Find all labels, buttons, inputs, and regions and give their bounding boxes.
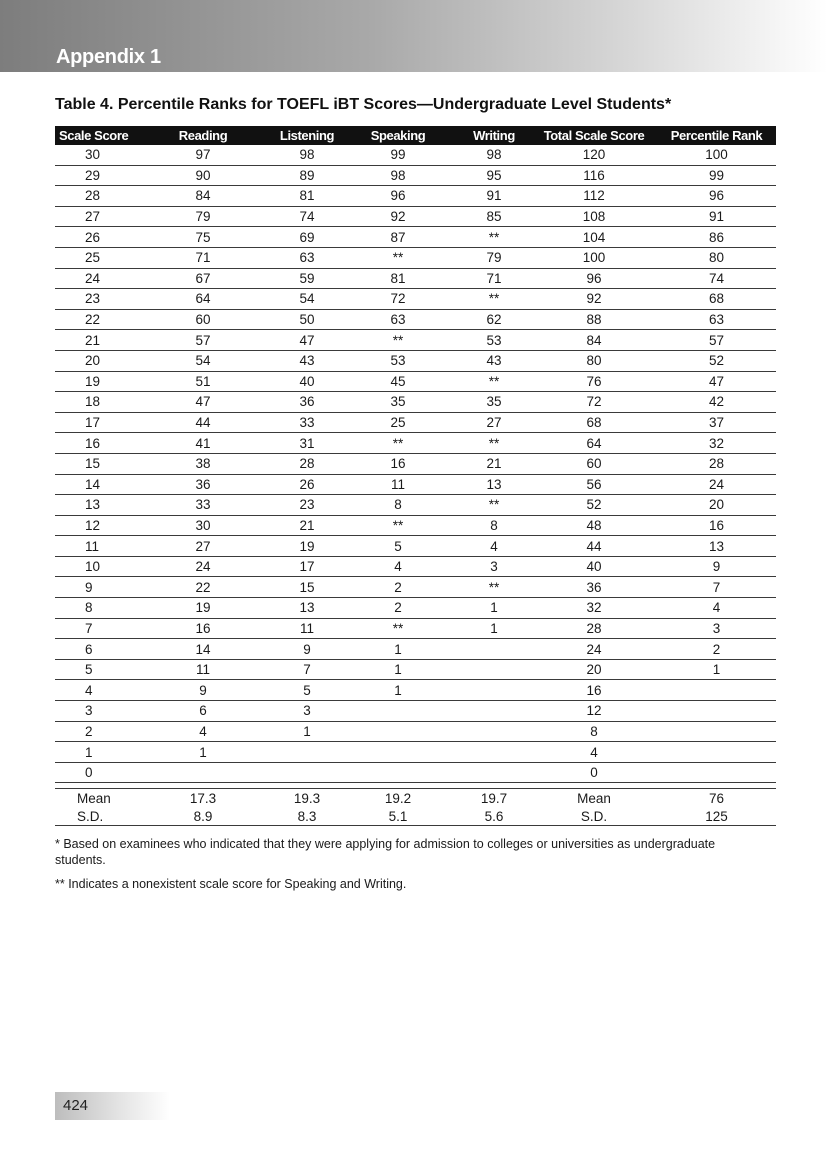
table-cell: 104 <box>531 227 657 248</box>
table-cell: 14 <box>55 474 131 495</box>
table-cell: 19 <box>275 536 339 557</box>
table-cell: ** <box>339 618 457 639</box>
table-cell: 63 <box>657 309 776 330</box>
table-cell: 41 <box>131 433 275 454</box>
table-cell: 47 <box>657 371 776 392</box>
stats-row <box>55 789 776 807</box>
table-cell: 91 <box>657 206 776 227</box>
table-cell: 21 <box>457 453 531 474</box>
table-cell: 8 <box>457 515 531 536</box>
table-cell: 68 <box>657 289 776 310</box>
table-cell: 22 <box>131 577 275 598</box>
table-row <box>55 309 776 330</box>
table-cell: 35 <box>339 392 457 413</box>
table-cell: ** <box>457 371 531 392</box>
table-cell: 4 <box>131 721 275 742</box>
percentile-table <box>55 126 776 783</box>
table-cell: 4 <box>457 536 531 557</box>
table-cell: 28 <box>55 186 131 207</box>
table-cell: 20 <box>531 659 657 680</box>
table-cell: 13 <box>275 598 339 619</box>
table-cell: 24 <box>657 474 776 495</box>
table-cell: 116 <box>531 165 657 186</box>
table-cell: 96 <box>339 186 457 207</box>
table-cell: 13 <box>457 474 531 495</box>
table-cell <box>657 742 776 763</box>
table-cell <box>457 680 531 701</box>
table-cell <box>657 721 776 742</box>
table-cell: 81 <box>339 268 457 289</box>
table-header-row <box>55 126 776 145</box>
table-cell: 86 <box>657 227 776 248</box>
table-cell: 12 <box>531 701 657 722</box>
table-cell: 22 <box>55 309 131 330</box>
table-cell: 9 <box>55 577 131 598</box>
table-cell: 6 <box>55 639 131 660</box>
table-cell: 52 <box>531 495 657 516</box>
table-cell: 98 <box>275 145 339 165</box>
table-cell: 52 <box>657 350 776 371</box>
table-cell: 59 <box>275 268 339 289</box>
table-cell: 63 <box>275 247 339 268</box>
table-cell: 31 <box>275 433 339 454</box>
table-cell: 24 <box>131 556 275 577</box>
table-row <box>55 165 776 186</box>
table-cell: 57 <box>131 330 275 351</box>
table-cell: 3 <box>457 556 531 577</box>
table-cell: 1 <box>657 659 776 680</box>
table-cell: ** <box>339 515 457 536</box>
stats-cell: 19.2 <box>384 790 412 806</box>
column-header: Percentile Rank <box>657 126 776 145</box>
table-cell: 91 <box>457 186 531 207</box>
table-cell <box>457 659 531 680</box>
footnote-undergraduate: * Based on examinees who indicated that they were applying for admission to colleges or universities as undergraduate students. <box>55 837 716 867</box>
stats-cell: 8.3 <box>297 808 317 824</box>
table-cell: 9 <box>657 556 776 577</box>
table-cell: 60 <box>531 453 657 474</box>
table-cell: 2 <box>55 721 131 742</box>
table-cell: 44 <box>131 412 275 433</box>
table-cell: 0 <box>531 762 657 783</box>
table-row <box>55 556 776 577</box>
stats-cell: 8.9 <box>193 808 213 824</box>
table-cell: 4 <box>339 556 457 577</box>
table-cell: 98 <box>339 165 457 186</box>
table-row <box>55 186 776 207</box>
table-cell: 45 <box>339 371 457 392</box>
table-cell <box>131 762 275 783</box>
table-cell <box>457 721 531 742</box>
table-row <box>55 515 776 536</box>
table-cell <box>275 742 339 763</box>
table-row <box>55 762 776 783</box>
table-cell: 84 <box>131 186 275 207</box>
table-cell: 18 <box>55 392 131 413</box>
table-cell: ** <box>339 330 457 351</box>
table-cell: 80 <box>657 247 776 268</box>
table-cell: 100 <box>657 145 776 165</box>
table-cell <box>457 762 531 783</box>
table-cell: 23 <box>55 289 131 310</box>
table-cell: 108 <box>531 206 657 227</box>
stats-cell: S.D. <box>580 808 608 824</box>
page-number-box <box>55 1092 170 1120</box>
table-cell: 43 <box>457 350 531 371</box>
table-row <box>55 453 776 474</box>
table-cell: 25 <box>339 412 457 433</box>
table-cell: 36 <box>131 474 275 495</box>
column-header: Scale Score <box>55 126 131 145</box>
table-cell: 26 <box>275 474 339 495</box>
table-row <box>55 392 776 413</box>
column-header: Total Scale Score <box>531 126 657 145</box>
table-cell: 84 <box>531 330 657 351</box>
table-cell: 28 <box>531 618 657 639</box>
table-cell: 16 <box>339 453 457 474</box>
table-cell: 62 <box>457 309 531 330</box>
table-cell: 2 <box>339 577 457 598</box>
page-number: 424 <box>63 1097 89 1114</box>
table-row <box>55 350 776 371</box>
table-cell <box>457 701 531 722</box>
table-cell: 72 <box>339 289 457 310</box>
table-cell: 87 <box>339 227 457 248</box>
table-cell: 12 <box>55 515 131 536</box>
table-cell: 37 <box>657 412 776 433</box>
table-cell: 71 <box>131 247 275 268</box>
table-cell: 7 <box>275 659 339 680</box>
table-cell: ** <box>457 577 531 598</box>
table-cell: 92 <box>531 289 657 310</box>
table-cell: 30 <box>55 145 131 165</box>
table-cell: 16 <box>55 433 131 454</box>
table-row <box>55 536 776 557</box>
table-cell: 33 <box>275 412 339 433</box>
table-cell: 74 <box>275 206 339 227</box>
stats-cell: 19.3 <box>293 790 321 806</box>
table-cell: 92 <box>339 206 457 227</box>
table-cell: 25 <box>55 247 131 268</box>
table-row <box>55 721 776 742</box>
table-cell: 1 <box>457 598 531 619</box>
table-cell: 10 <box>55 556 131 577</box>
table-cell: 48 <box>531 515 657 536</box>
table-cell: 100 <box>531 247 657 268</box>
table-cell: 2 <box>339 598 457 619</box>
table-cell: 9 <box>275 639 339 660</box>
table-row <box>55 433 776 454</box>
table-row <box>55 268 776 289</box>
table-cell: 47 <box>275 330 339 351</box>
table-row <box>55 495 776 516</box>
column-header: Listening <box>275 126 339 145</box>
table-cell <box>339 701 457 722</box>
table-cell: 43 <box>275 350 339 371</box>
table-cell: 63 <box>339 309 457 330</box>
table-cell: 5 <box>275 680 339 701</box>
table-cell: 36 <box>531 577 657 598</box>
table-cell: 11 <box>131 659 275 680</box>
table-cell: 33 <box>131 495 275 516</box>
table-cell: 96 <box>531 268 657 289</box>
table-row <box>55 330 776 351</box>
table-cell: 3 <box>657 618 776 639</box>
table-cell: 19 <box>131 598 275 619</box>
table-row <box>55 577 776 598</box>
table-cell: 1 <box>457 618 531 639</box>
table-cell: ** <box>457 433 531 454</box>
table-cell: ** <box>457 495 531 516</box>
table-cell: 112 <box>531 186 657 207</box>
table-row <box>55 701 776 722</box>
table-cell: 15 <box>275 577 339 598</box>
table-cell: 13 <box>657 536 776 557</box>
table-cell: 14 <box>131 639 275 660</box>
table-cell: 56 <box>531 474 657 495</box>
table-cell: 60 <box>131 309 275 330</box>
table-cell: 24 <box>531 639 657 660</box>
table-cell: 50 <box>275 309 339 330</box>
table-cell <box>457 639 531 660</box>
table-cell: ** <box>339 247 457 268</box>
stats-cell: Mean <box>577 790 611 806</box>
table-cell <box>339 742 457 763</box>
stats-cell: 5.6 <box>484 808 504 824</box>
table-row <box>55 639 776 660</box>
column-header: Writing <box>457 126 531 145</box>
table-cell: 57 <box>657 330 776 351</box>
table-cell: 54 <box>275 289 339 310</box>
table-cell <box>657 680 776 701</box>
table-cell: 9 <box>131 680 275 701</box>
table-cell: 6 <box>131 701 275 722</box>
table-cell: 13 <box>55 495 131 516</box>
table-cell: 36 <box>275 392 339 413</box>
table-cell: 27 <box>131 536 275 557</box>
table-cell: 19 <box>55 371 131 392</box>
table-cell: 95 <box>457 165 531 186</box>
table-cell: 4 <box>531 742 657 763</box>
table-cell: 7 <box>55 618 131 639</box>
table-cell: 76 <box>531 371 657 392</box>
table-row <box>55 680 776 701</box>
table-cell: 3 <box>55 701 131 722</box>
table-row <box>55 618 776 639</box>
appendix-title: Appendix 1 <box>56 46 161 68</box>
table-cell: 21 <box>275 515 339 536</box>
stats-cell: S.D. <box>77 808 104 824</box>
table-cell: 98 <box>457 145 531 165</box>
table-row <box>55 742 776 763</box>
table-cell <box>339 721 457 742</box>
table-row <box>55 145 776 165</box>
table-cell: 35 <box>457 392 531 413</box>
table-row <box>55 206 776 227</box>
table-cell: 20 <box>657 495 776 516</box>
table-cell: 16 <box>131 618 275 639</box>
column-header: Reading <box>131 126 275 145</box>
table-cell: 38 <box>131 453 275 474</box>
table-cell: 64 <box>531 433 657 454</box>
table-cell: 99 <box>339 145 457 165</box>
table-cell: 40 <box>531 556 657 577</box>
table-cell: 88 <box>531 309 657 330</box>
table-cell: 51 <box>131 371 275 392</box>
table-row <box>55 598 776 619</box>
table-cell: 7 <box>657 577 776 598</box>
table-cell: 53 <box>339 350 457 371</box>
table-row <box>55 412 776 433</box>
table-body <box>55 145 776 783</box>
table-cell: 74 <box>657 268 776 289</box>
table-cell: 2 <box>657 639 776 660</box>
table-cell: 30 <box>131 515 275 536</box>
table-cell: ** <box>457 289 531 310</box>
table-cell: 8 <box>531 721 657 742</box>
table-cell: 4 <box>657 598 776 619</box>
table-cell: 28 <box>275 453 339 474</box>
table-cell: 120 <box>531 145 657 165</box>
table-cell: 1 <box>339 680 457 701</box>
table-cell: 99 <box>657 165 776 186</box>
table-cell <box>339 762 457 783</box>
table-cell: 15 <box>55 453 131 474</box>
table-cell: ** <box>339 433 457 454</box>
stats-cell: 125 <box>705 808 728 824</box>
table-cell: 17 <box>275 556 339 577</box>
table-cell: 69 <box>275 227 339 248</box>
table-cell: 16 <box>531 680 657 701</box>
table-cell: 44 <box>531 536 657 557</box>
table-cell: 1 <box>131 742 275 763</box>
table-cell: 1 <box>55 742 131 763</box>
table-cell: 26 <box>55 227 131 248</box>
footnote-nonexistent: ** Indicates a nonexistent scale score for Speaking and Writing. <box>55 877 407 891</box>
table-row <box>55 659 776 680</box>
table-cell: 47 <box>131 392 275 413</box>
table-cell: 4 <box>55 680 131 701</box>
table-cell: 67 <box>131 268 275 289</box>
column-header: Speaking <box>339 126 457 145</box>
table-cell: 0 <box>55 762 131 783</box>
table-cell: 23 <box>275 495 339 516</box>
table-cell <box>657 762 776 783</box>
table-cell: 8 <box>55 598 131 619</box>
table-cell: 29 <box>55 165 131 186</box>
table-cell: 5 <box>339 536 457 557</box>
table-cell: 21 <box>55 330 131 351</box>
table-row <box>55 371 776 392</box>
stats-cell: 19.7 <box>480 790 508 806</box>
table-cell: 24 <box>55 268 131 289</box>
table-cell: 64 <box>131 289 275 310</box>
table-cell: 1 <box>339 659 457 680</box>
table-cell: 20 <box>55 350 131 371</box>
table-cell: 54 <box>131 350 275 371</box>
table-cell <box>275 762 339 783</box>
table-cell: 53 <box>457 330 531 351</box>
table-cell: 1 <box>339 639 457 660</box>
table-cell: 90 <box>131 165 275 186</box>
table-cell: 11 <box>55 536 131 557</box>
table-row <box>55 227 776 248</box>
table-row <box>55 247 776 268</box>
stats-cell: 17.3 <box>189 790 217 806</box>
table-cell: 68 <box>531 412 657 433</box>
stats-cell: 5.1 <box>388 808 408 824</box>
table-cell: 80 <box>531 350 657 371</box>
table-cell: 42 <box>657 392 776 413</box>
table-cell <box>457 742 531 763</box>
table-cell: 89 <box>275 165 339 186</box>
table-cell: ** <box>457 227 531 248</box>
table-cell: 79 <box>457 247 531 268</box>
table-cell: 97 <box>131 145 275 165</box>
table-cell: 72 <box>531 392 657 413</box>
table-cell: 79 <box>131 206 275 227</box>
table-cell: 17 <box>55 412 131 433</box>
table-cell: 11 <box>339 474 457 495</box>
table-cell: 71 <box>457 268 531 289</box>
table-cell: 11 <box>275 618 339 639</box>
table-cell: 27 <box>55 206 131 227</box>
table-cell: 3 <box>275 701 339 722</box>
table-cell: 85 <box>457 206 531 227</box>
stats-cell: Mean <box>77 790 111 806</box>
table-cell: 16 <box>657 515 776 536</box>
table-cell: 81 <box>275 186 339 207</box>
table-cell <box>657 701 776 722</box>
table-cell: 5 <box>55 659 131 680</box>
table-cell: 27 <box>457 412 531 433</box>
table-cell: 1 <box>275 721 339 742</box>
summary-stats <box>55 788 776 826</box>
table-title: Table 4. Percentile Ranks for TOEFL iBT Scores—Undergraduate Level Students* <box>55 96 672 113</box>
table-cell: 32 <box>531 598 657 619</box>
stats-cell: 76 <box>708 790 725 806</box>
table-cell: 75 <box>131 227 275 248</box>
table-cell: 8 <box>339 495 457 516</box>
table-cell: 32 <box>657 433 776 454</box>
table-cell: 28 <box>657 453 776 474</box>
table-row <box>55 289 776 310</box>
table-cell: 96 <box>657 186 776 207</box>
table-cell: 40 <box>275 371 339 392</box>
stats-row <box>55 807 776 825</box>
table-row <box>55 474 776 495</box>
